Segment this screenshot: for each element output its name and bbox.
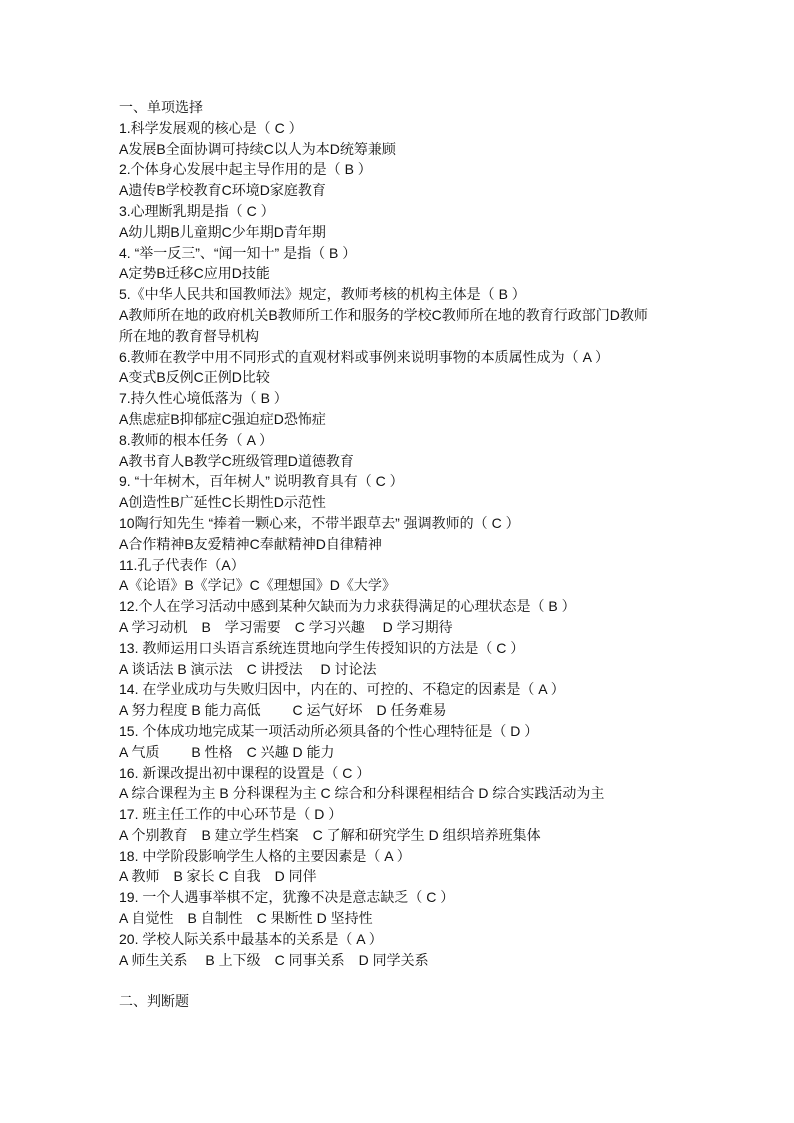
- question-10: [119, 513, 794, 555]
- question-20: [119, 929, 794, 971]
- question-options: A发展B全面协调可持续C以人为本D统筹兼顾: [119, 140, 396, 157]
- question-18: [119, 846, 794, 888]
- question-text: 4. “举一反三”、“闻一知十” 是指（ B ）: [119, 244, 357, 261]
- blank-line: [119, 970, 794, 991]
- question-17: [119, 804, 794, 846]
- question-6: [119, 347, 794, 389]
- question-text: 3.心理断乳期是指（ C ）: [119, 202, 275, 219]
- question-options: A 综合课程为主 B 分科课程为主 C 综合和分科课程相结合 D 综合实践活动为主: [119, 785, 605, 802]
- question-text: 17. 班主任工作的中心环节是（ D ）: [119, 806, 343, 823]
- question-12: [119, 596, 794, 638]
- question-2: [119, 159, 794, 201]
- question-text: 14. 在学业成功与失败归因中，内在的、可控的、不稳定的因素是（ A ）: [119, 681, 565, 698]
- question-text: 12.个人在学习活动中感到某种欠缺而为力求获得满足的心理状态是（ B ）: [119, 598, 576, 615]
- question-options: A定势B迁移C应用D技能: [119, 265, 270, 282]
- question-text: 20. 学校人际关系中最基本的关系是（ A ）: [119, 930, 383, 947]
- question-3: [119, 201, 794, 243]
- question-text: 19. 一个人遇事举棋不定，犹豫不决是意志缺乏（ C ）: [119, 889, 455, 906]
- section-heading-single-choice: 一、单项选择: [119, 99, 203, 115]
- question-5: [119, 284, 794, 346]
- question-options: A变式B反例C正例D比较: [119, 369, 270, 386]
- question-text: 8.教师的根本任务（ A ）: [119, 431, 274, 448]
- question-text: 5.《中华人民共和国教师法》规定，教师考核的机构主体是（ B ）: [119, 286, 526, 303]
- question-1: [119, 118, 794, 160]
- question-options: A 师生关系 B 上下级 C 同事关系 D 同学关系: [119, 951, 429, 968]
- question-options: A幼儿期B儿童期C少年期D青年期: [119, 223, 326, 240]
- question-9: [119, 471, 794, 513]
- question-text: 7.持久性心境低落为（ B ）: [119, 390, 288, 407]
- question-13: [119, 638, 794, 680]
- question-options: A教书育人B教学C班级管理D道德教育: [119, 452, 354, 469]
- question-options: A 自觉性 B 自制性 C 果断性 D 坚持性: [119, 910, 373, 927]
- question-options: A 气质 B 性格 C 兴趣 D 能力: [119, 743, 335, 760]
- question-15: [119, 721, 794, 763]
- section-heading-true-false: 二、判断题: [119, 993, 189, 1010]
- question-text: 16. 新课改提出初中课程的设置是（ C ）: [119, 764, 371, 781]
- question-options: A 谈话法 B 演示法 C 讲授法 D 讨论法: [119, 660, 377, 677]
- question-options: A合作精神B友爱精神C奉献精神D自律精神: [119, 535, 382, 552]
- question-8: [119, 430, 794, 472]
- question-options: A教师所在地的政府机关B教师所工作和服务的学校C教师所在地的教育行政部门D教师: [119, 306, 648, 323]
- question-16: [119, 763, 794, 805]
- question-text: 18. 中学阶段影响学生人格的主要因素是（ A ）: [119, 847, 411, 864]
- question-options: A 个别教育 B 建立学生档案 C 了解和研究学生 D 组织培养班集体: [119, 826, 541, 843]
- question-options: A 努力程度 B 能力高低 C 运气好坏 D 任务难易: [119, 702, 447, 719]
- question-options-continued: 所在地的教育督导机构: [119, 327, 259, 344]
- question-11: [119, 555, 794, 597]
- question-text: 1.科学发展观的核心是（ C ）: [119, 119, 303, 136]
- question-text: 11.孔子代表作（A）: [119, 556, 245, 573]
- question-19: [119, 887, 794, 929]
- question-options: A创造性B广延性C长期性D示范性: [119, 494, 326, 511]
- question-14: [119, 679, 794, 721]
- question-text: 10陶行知先生 “捧着一颗心来，不带半跟草去” 强调教师的（ C ）: [119, 514, 520, 531]
- question-options: A《论语》B《学记》C《理想国》D《大学》: [119, 577, 396, 594]
- question-options: A 教师 B 家长 C 自我 D 同伴: [119, 868, 317, 885]
- question-options: A遗传B学校教育C环境D家庭教育: [119, 182, 326, 199]
- question-4: [119, 243, 794, 285]
- question-7: [119, 388, 794, 430]
- question-text: 9. “十年树木，百年树人” 说明教育具有（ C ）: [119, 473, 404, 490]
- question-text: 2.个体身心发展中起主导作用的是（ B ）: [119, 161, 372, 178]
- question-text: 6.教师在教学中用不同形式的直观材料或事例来说明事物的本质属性成为（ A ）: [119, 348, 610, 365]
- question-text: 15. 个体成功地完成某一项活动所必须具备的个性心理特征是（ D ）: [119, 722, 539, 739]
- question-options: A焦虑症B抑郁症C强迫症D恐怖症: [119, 410, 326, 427]
- question-text: 13. 教师运用口头语言系统连贯地向学生传授知识的方法是（ C ）: [119, 639, 525, 656]
- question-options: A 学习动机 B 学习需要 C 学习兴趣 D 学习期待: [119, 618, 453, 635]
